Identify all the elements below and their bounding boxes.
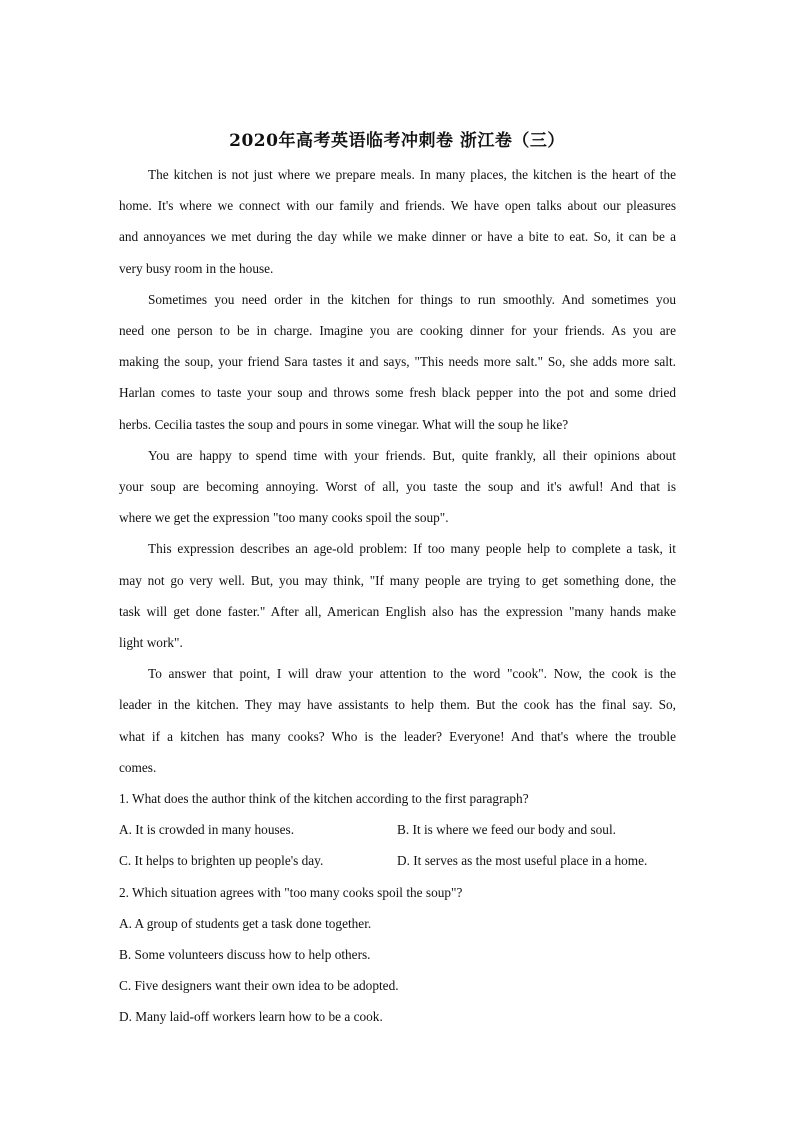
passage-line: herbs. Cecilia tastes the soup and pours in some vinegar. What will the soup he like?: [119, 417, 569, 432]
question-2-option-b: B. Some volunteers discuss how to help others.: [119, 947, 371, 962]
question-2-option-c: C. Five designers want their own idea to be adopted.: [119, 978, 399, 993]
passage-line: home. It's where we connect with our family and friends. We have open talks about our pleasures: [119, 198, 676, 213]
question-1-option-b: B. It is where we feed our body and soul.: [397, 822, 616, 837]
question-2-option-d: D. Many laid-off workers learn how to be a cook.: [119, 1009, 383, 1024]
passage-line: Sometimes you need order in the kitchen for things to run smoothly. And sometimes you: [148, 292, 676, 307]
question-1-option-a: A. It is crowded in many houses.: [119, 822, 295, 837]
question-1-option-d: D. It serves as the most useful place in a home.: [397, 853, 648, 868]
passage-line: where we get the expression "too many cooks spoil the soup".: [119, 510, 449, 525]
passage-line: This expression describes an age-old problem: If too many people help to complete a task, it: [148, 541, 676, 556]
passage-line: The kitchen is not just where we prepare meals. In many places, the kitchen is the heart of the: [148, 167, 676, 182]
passage-line: may not go very well. But, you may think, "If many people are trying to get something done, the: [119, 573, 676, 588]
question-1-stem: 1. What does the author think of the kitchen according to the first paragraph?: [119, 791, 529, 806]
passage-line: very busy room in the house.: [119, 261, 274, 276]
passage-line: light work".: [119, 635, 183, 650]
passage-line: your soup are becoming annoying. Worst of all, you taste the soup and it's awful! And that is: [119, 479, 676, 494]
passage-line: need one person to be in charge. Imagine you are cooking dinner for your friends. As you are: [119, 323, 676, 338]
question-2-stem: 2. Which situation agrees with "too many cooks spoil the soup"?: [119, 885, 463, 900]
passage-line: To answer that point, I will draw your attention to the word "cook". Now, the cook is the: [148, 666, 676, 681]
passage-line: making the soup, your friend Sara tastes it and says, "This needs more salt." So, she adds more salt.: [119, 354, 676, 369]
passage-line: what if a kitchen has many cooks? Who is the leader? Everyone! And that's where the trouble: [119, 729, 676, 744]
passage-line: Harlan comes to taste your soup and throws some fresh black pepper into the pot and some dried: [119, 385, 676, 400]
passage-line: comes.: [119, 760, 157, 775]
passage-line: You are happy to spend time with your friends. But, quite frankly, all their opinions about: [148, 448, 676, 463]
question-1-option-c: C. It helps to brighten up people's day.: [119, 853, 324, 868]
passage-line: and annoyances we met during the day while we make dinner or have a bite to eat. So, it can be a: [119, 229, 676, 244]
question-2-option-a: A. A group of students get a task done together.: [119, 916, 372, 931]
passage-line: leader in the kitchen. They may have assistants to help them. But the cook has the final say. So,: [119, 697, 676, 712]
page-title: 2020年高考英语临考冲刺卷 浙江卷（三）: [229, 131, 565, 151]
passage-line: task will get done faster." After all, American English also has the expression "many hands make: [119, 604, 676, 619]
